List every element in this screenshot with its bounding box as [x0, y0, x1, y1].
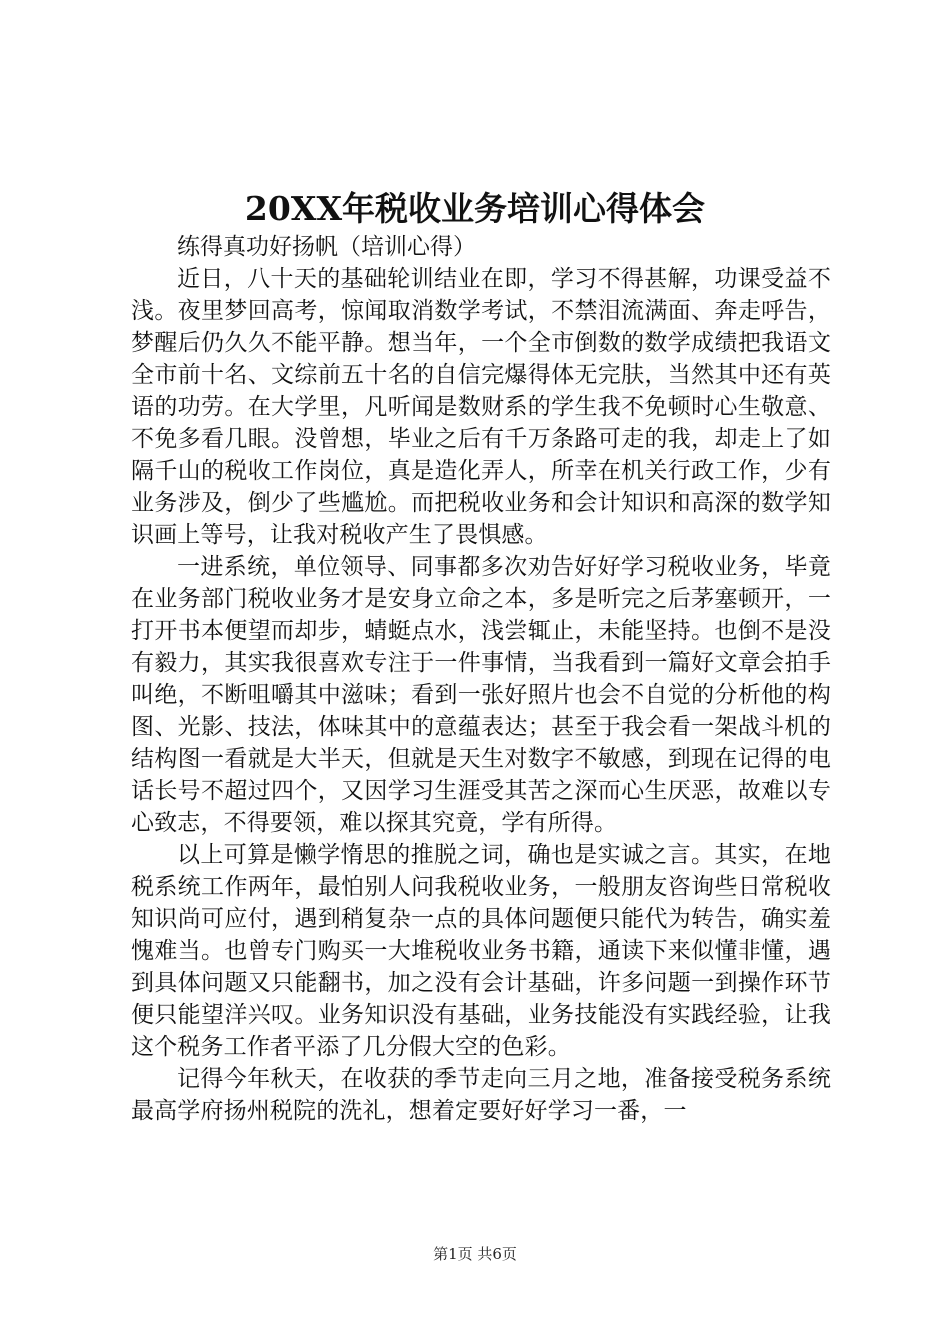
paragraph-4: 记得今年秋天，在收获的季节走向三月之地，准备接受税务系统最高学府扬州税院的洗礼，想着定要好好学习一番，一 [131, 1066, 831, 1124]
document-title: 20XX年税收业务培训心得体会 [244, 189, 706, 228]
paragraph-1: 近日，八十天的基础轮训结业在即，学习不得甚解，功课受益不浅。夜里梦回高考，惊闻取消数学考试，不禁泪流满面、奔走呼告，梦醒后仍久久不能平静。想当年，一个全市倒数的数学成绩把我语文全市前十名、文综前五十名的自信完爆得体无完肤，当然其中还有英语的功劳。在大学里，凡听闻是数财系的学生我不免顿时心生敬意、不免多看几眼。没曾想，毕业之后有千万条路可走的我，却走上了如隔千山的税收工作岗位，真是造化弄人，所幸在机关行政工作，少有业务涉及，倒少了些尴尬。而把税收业务和会计知识和高深的数学知识画上等号，让我对税收产生了畏惧感。 [131, 266, 831, 548]
page-footer: 第1页 共6页 [433, 1245, 517, 1263]
paragraph-3: 以上可算是懒学惰思的推脱之词，确也是实诚之言。其实，在地税系统工作两年，最怕别人问我税收业务，一般朋友咨询些日常税收知识尚可应付，遇到稍复杂一点的具体问题便只能代为转告，确实羞愧难当。也曾专门购买一大堆税收业务书籍，通读下来似懂非懂，遇到具体问题又只能翻书，加之没有会计基础，许多问题一到操作环节便只能望洋兴叹。业务知识没有基础，业务技能没有实践经验，让我这个税务工作者平添了几分假大空的色彩。 [131, 842, 831, 1060]
paragraph-2: 一进系统，单位领导、同事都多次劝告好好学习税收业务，毕竟在业务部门税收业务才是安身立命之本，多是听完之后茅塞顿开，一打开书本便望而却步，蜻蜓点水，浅尝辄止，未能坚持。也倒不是没有毅力，其实我很喜欢专注于一件事情，当我看到一篇好文章会拍手叫绝，不断咀嚼其中滋味；看到一张好照片也会不自觉的分析他的构图、光影、技法，体味其中的意蕴表达；甚至于我会看一架战斗机的结构图一看就是大半天，但就是天生对数字不敏感，到现在记得的电话长号不超过四个，又因学习生涯受其苦之深而心生厌恶，故难以专心致志，不得要领，难以探其究竟，学有所得。 [131, 554, 831, 836]
document-subtitle: 练得真功好扬帆（培训心得） [177, 234, 476, 260]
document-body [131, 231, 831, 1127]
